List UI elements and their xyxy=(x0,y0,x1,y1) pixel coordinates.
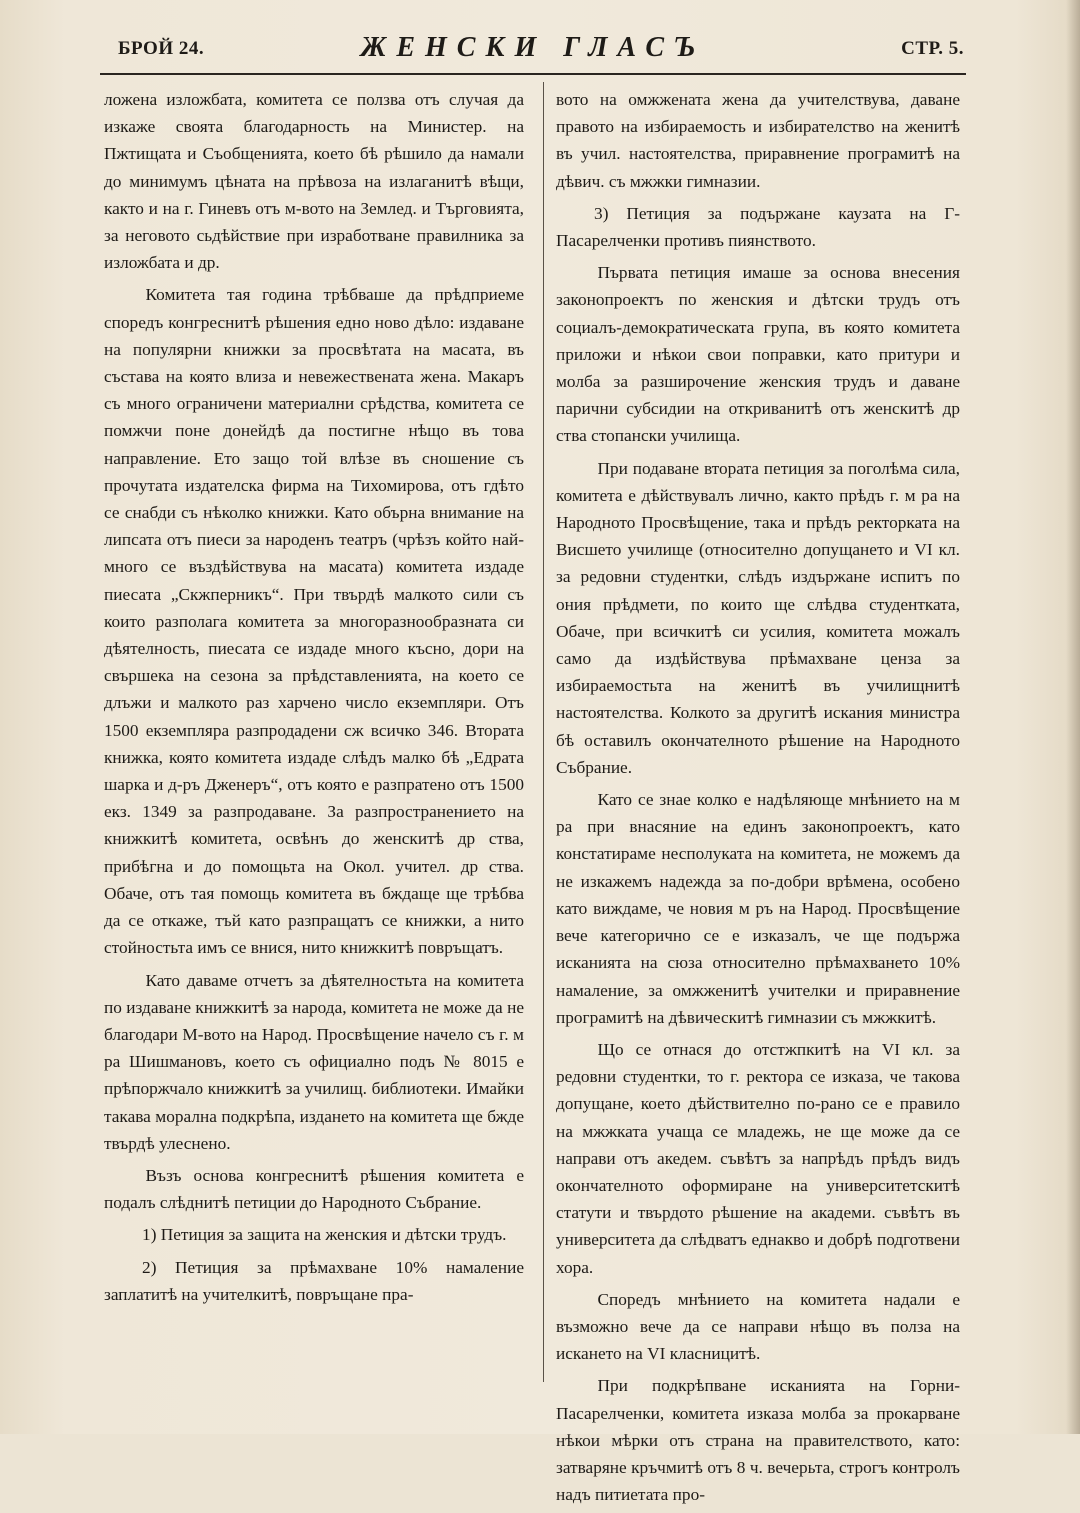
paragraph: Комитета тая година трѣбваше да прѣдприеме споредъ конгреснитѣ рѣшения едно ново дѣло: издаване на популярни книжки за просвѣтата на масата, въ състава на която влиза и невежествената жена. Макаръ съ много ограничени материални срѣдства, комитета се помжчи поне донейдѣ да постигне нѣщо въ това направление. Ето защо той влѣзе въ сношение съ прочутата издателска фирма на Тихомирова, отъ гдѣто се снабди съ нѣколко книжки. Като обърна внимание на липсата отъ пиеси за народенъ театръ (чрѣзъ който най-много се въздѣйствува на масата) комитета издаде пиесата „Скжперникъ“. При твърдѣ малкото сили съ които разполага комитета за многоразнообразната си дѣятелность, пиесата се издаде много късно, дори на свършека на сезона за прѣдставленията, на което се длъжи и малкото раз харчено число екземпляри. Отъ 1500 екземпляра разпродадени сж всичко 346. Втората книжка, която комитета издаде слѣдъ малко бѣ „Едрата шарка и д-ръ Дженеръ“, отъ която е разпратено отъ 1500 екз. 1349 за разпродаване. За разпространението на книжкитѣ комитета, освѣнъ до женскитѣ др ства, прибѣгна и до помощьта на Окол. учител. др ства. Обаче, отъ тая помощь комитета въ бждаще ще трѣбва да се откаже, тъй като разпращатъ се книжки, а нито стойностьта имъ се внися, нито книжкитѣ повръщатъ. xyxy=(104,285,524,958)
paragraph: ложена изложбата, комитета се ползва отъ случая да изкаже своята благодарность на Министер. на Пжтищата и Съобщенията, което бѣ рѣшило да намали до минимумъ цѣната на прѣвоза на излаганитѣ вѣщи, както и на г. Гиневъ отъ м-вото на Землед. и Търговията, за неговото сьдѣйствие при изработване правилника за изложбата и др. xyxy=(104,90,524,273)
page-edge-shadow xyxy=(1066,0,1080,1434)
paragraph: Като даваме отчетъ за дѣятелностьта на комитета по издаване книжкитѣ за народа, комитета не може да не благодари М-вото на Народ. Просвѣщение начело съ г. м ра Шишмановъ, което съ официално подъ № 8015 е прѣпоржчало книжкитѣ за училищ. библиотеки. Имайки такава морална подкрѣпа, издането на комитета ще бжде твърдѣ улеснено. xyxy=(104,970,524,1153)
paragraph: При подаване втората петиция за поголѣма сила, комитета е дѣйствувалъ лично, както прѣдъ г. м ра на Народното Просвѣщение, така и прѣдъ ректорката на Висшето училище (относително допущането и VI кл. за редовни студентки, слѣдъ издържане испитъ по ония прѣдмети, по които ще слѣдва студентката, Обаче, при всичкитѣ си усилия, комитета можалъ само да издѣйствува прѣмахване ценза за избираемостьта на женитѣ въ училищнитѣ настоятелства. Колкото за другитѣ искания министра бѣ оставилъ окончателното рѣшение на Народното Събрание. xyxy=(556,458,960,777)
paragraph: Възъ основа конгреснитѣ рѣшения комитета е подалъ слѣднитѣ петиции до Народното Събрание. xyxy=(104,1165,524,1213)
paragraph: Що се отнася до отстжпкитѣ на VI кл. за редовни студентки, то г. ректора се изказа, че такова допущане, което дѣйствително по-рано се е правило на мжжката учаща се младежь, не ще може да се направи отъ акедем. съвѣтъ за напрѣдъ прѣдъ видъ окончателното оформиране на университетскитѣ статути и твърдото рѣшение на академи. съвѣтъ въ университета да слѣдватъ еднакво и добрѣ подготвени хора. xyxy=(556,1039,960,1277)
petition-item: 1) Петиция за защита на женския и дѣтски трудъ. xyxy=(142,1225,507,1245)
paragraph: вото на омжжената жена да учителствува, даване правото на избираемость и избирателство на женитѣ въ учил. настоятелства, приравнение програмитѣ на дѣвич. съ мжжки гимназии. xyxy=(556,90,960,191)
paragraph: При подкрѣпване исканията на Горни-Пасарелченки, комитета изказа молба за прокарване нѣкои мѣрки отъ страна на правителството, като: затваряне кръчмитѣ отъ 8 ч. вечерьта, строгъ контролъ надъ питиетата про- xyxy=(556,1376,960,1505)
column-divider xyxy=(543,82,544,1382)
page-header xyxy=(102,32,964,68)
petition-item: 2) Петиция за прѣмахване 10% намаление заплатитѣ на учителкитѣ, повръщане пра- xyxy=(104,1257,524,1304)
paragraph: Първата петиция имаше за основа внесения законопроектъ по женския и дѣтски трудъ отъ социалъ-демократическата група, въ която комитета приложи и нѣкои свои поправки, като притури и молба за разширочение женския трудъ и даване парични субсидии на откриванитѣ отъ женскитѣ др ства стопански училища. xyxy=(556,263,960,446)
left-column xyxy=(104,86,524,1313)
header-rule xyxy=(100,73,966,75)
page-number: СТР. 5. xyxy=(901,38,964,59)
paragraph: Като се знае колко е надѣляюще мнѣнието на м ра при внасяние на единъ законопроектъ, като констатираме несполуката на комитета, не можемъ да не изкажемъ надежда за по-добри врѣмена, особено като виждаме, че новия м ръ на Народ. Просвѣщение вече категорично се е изказалъ, че ще подържа исканията на сюза относително прѣмахването 10% намаление, за омжженитѣ учителки и приравнение програмитѣ на дѣвическитѣ гимназии съ мжжкитѣ. xyxy=(556,790,960,1027)
issue-number: БРОЙ 24. xyxy=(118,38,205,59)
petition-item: 3) Петиция за подържане каузата на Г-Пасарелченки противъ пиянството. xyxy=(556,203,960,251)
newspaper-title: ЖЕНСКИ ГЛАСЪ xyxy=(360,32,706,63)
paragraph: Споредъ мнѣнието на комитета надали е възможно вече да се направи нѣщо въ полза на искането на VI класницитѣ. xyxy=(556,1289,960,1364)
right-column xyxy=(556,86,960,1513)
